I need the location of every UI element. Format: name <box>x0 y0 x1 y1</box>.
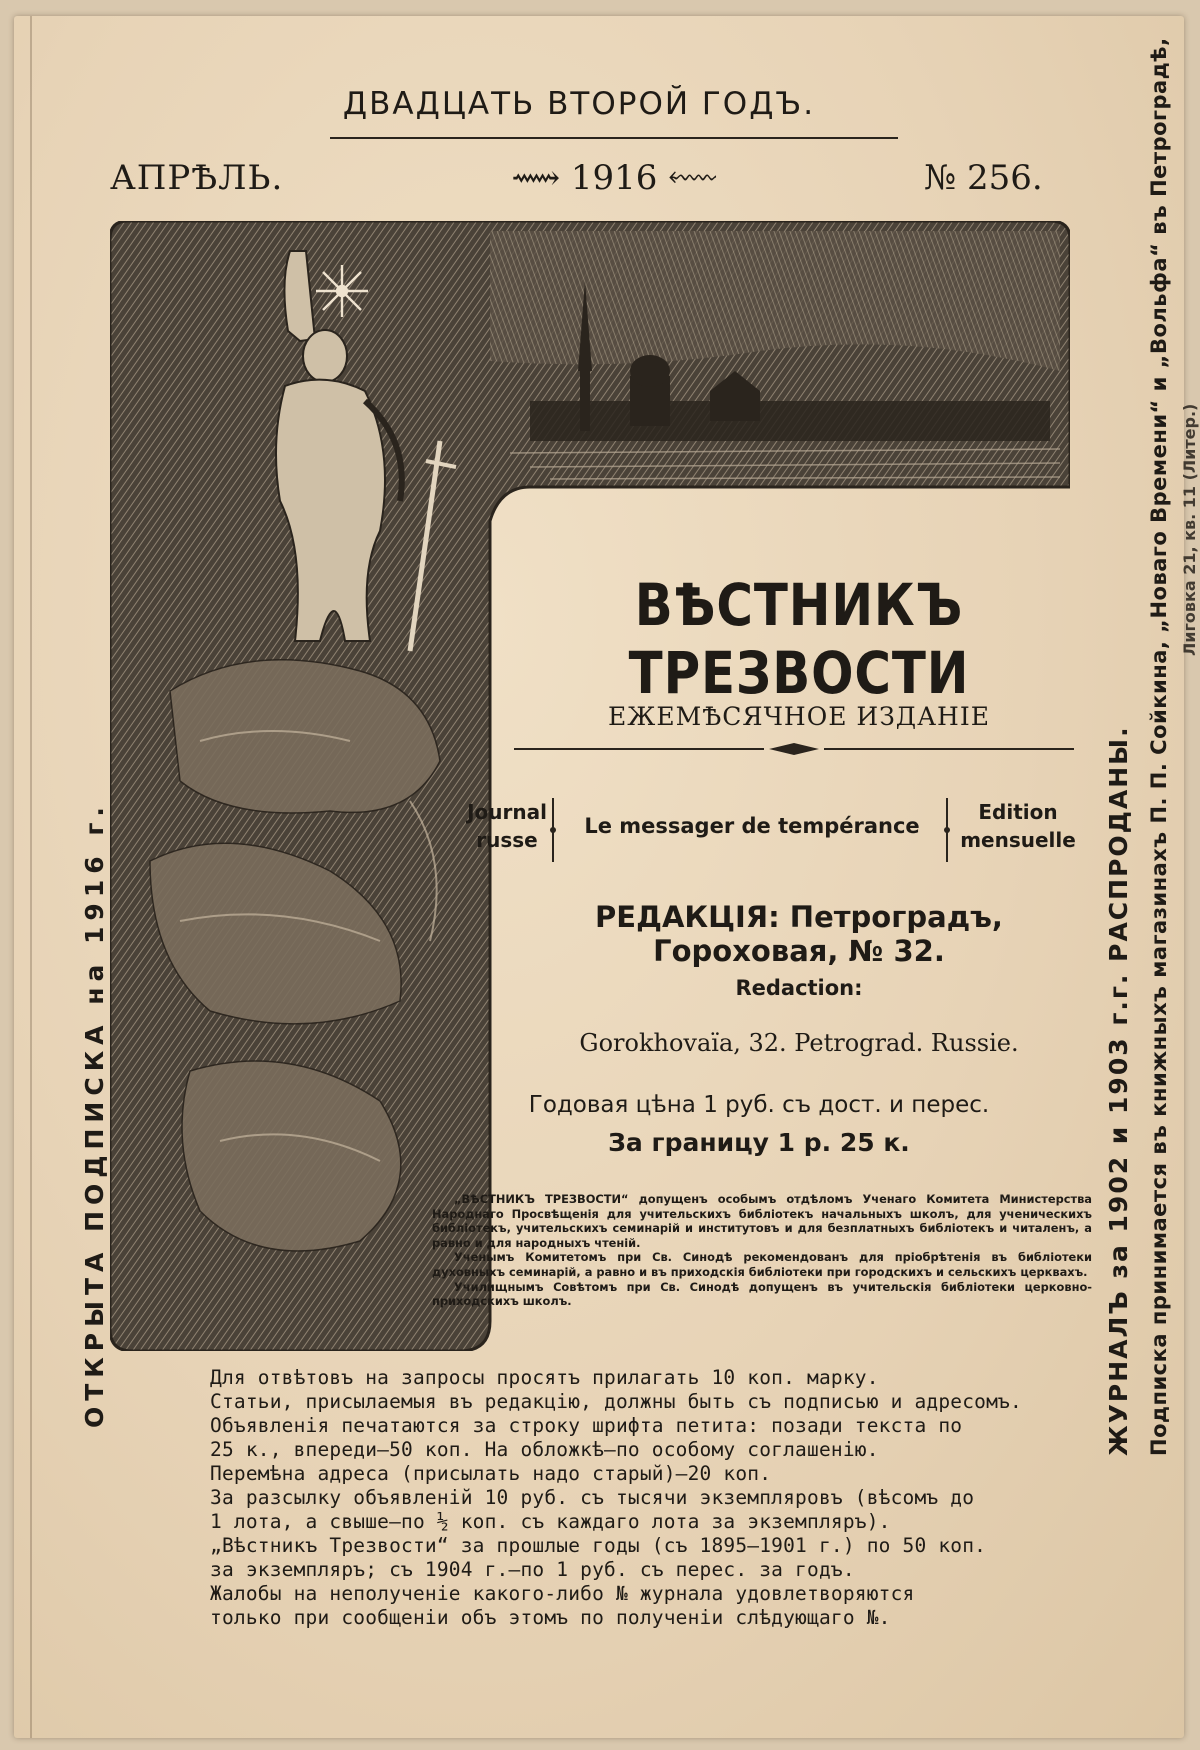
approval-notice <box>432 1192 1092 1309</box>
monthly-edition-subtitle: ЕЖЕМѢСЯЧНОЕ ИЗДАНІЕ <box>608 702 990 731</box>
ornamental-divider <box>514 742 1074 756</box>
note-line: „Вѣстникъ Трезвости“ за прошлые годы (съ 1895—1901 г.) по 50 коп. <box>210 1534 987 1557</box>
approval-paragraph: Ученымъ Комитетомъ при Св. Синодѣ рекомендованъ для пріобрѣтенія въ библіотеки духовныхъ семинарій, а равно и въ приходскія библіотеки при городскихъ и сельскихъ церквахъ. <box>432 1250 1092 1279</box>
note-line: Жалобы на неполученіе какого-либо № журнала удовлетворяются <box>210 1582 915 1605</box>
year-title: ДВАДЦАТЬ ВТОРОЙ ГОДЪ. <box>342 86 816 122</box>
note-line: только при сообщеніи объ этомъ по полученіи слѣдующаго №. <box>210 1606 891 1629</box>
issue-year-group <box>494 158 734 198</box>
journal-cover-page <box>14 16 1199 1738</box>
french-left-line-1: Journal <box>467 800 547 824</box>
divider-ornament-right <box>942 798 952 862</box>
note-line: 25 к., впереди—50 коп. На обложкѣ—по особому соглашенію. <box>210 1438 879 1461</box>
french-edition-mensuelle <box>956 798 1080 854</box>
french-right-line-1: Edition <box>978 800 1058 824</box>
editorial-address-fr: Gorokhovaïa, 32. Petrograd. Russie. <box>579 1029 1019 1057</box>
french-left-line-2: russe <box>476 828 538 852</box>
year-title-underline <box>330 137 898 139</box>
issue-year: 1916 <box>570 158 658 198</box>
approval-paragraph: „ВѢСТНИКЪ ТРЕЗВОСТИ“ допущенъ особымъ отдѣломъ Ученаго Комитета Министерства Народнаго Просвѣщенія для учительскихъ библіотекъ начальныхъ школъ, для ученическихъ библіотекъ, учительскихъ семинарій и институтовъ и для безплатныхъ библіотекъ и читаленъ, а равно и для народныхъ чтеній. <box>432 1192 1092 1250</box>
binding-edge <box>30 16 32 1738</box>
publication-notes <box>210 1366 1090 1630</box>
issue-number: № 256. <box>924 158 1043 198</box>
french-right-line-2: mensuelle <box>960 828 1076 852</box>
sold-out-notice-vertical: ЖУРНАЛЪ за 1902 и 1903 г.г. РАСПРОДАНЫ. <box>1104 725 1133 1456</box>
subscription-stores-vertical: Подписка принимается въ книжныхъ магазинахъ П. П. Сойкина, „Новаго Времени“ и „Вольфа“ въ Петроградѣ, <box>1147 37 1171 1456</box>
left-arrow-ornament-icon: ⟿ <box>511 158 571 198</box>
note-line: Статьи, присылаемыя въ редакцію, должны быть съ подписью и адресомъ. <box>210 1390 1022 1413</box>
editorial-address-ru: РЕДАКЦІЯ: Петроградъ, Гороховая, № 32. <box>595 900 1003 968</box>
french-messager-title: Le messager de tempérance <box>584 814 920 838</box>
note-line: Объявленія печатаются за строку шрифта петита: позади текста по <box>210 1414 963 1437</box>
radiant-star-icon <box>316 265 368 317</box>
abroad-price: За границу 1 р. 25 к. <box>608 1128 910 1157</box>
allegorical-engraving <box>110 221 1070 1351</box>
note-line: Для отвѣтовъ на запросы просятъ прилагать 10 коп. марку. <box>210 1366 879 1389</box>
magazine-title: ВѢСТНИКЪ ТРЕЗВОСТИ <box>628 571 970 707</box>
note-line: 1 лота, а свыше—по ½ коп. съ каждаго лота за экземпляръ). <box>210 1510 891 1533</box>
right-arrow-ornament-icon: ⬳ <box>657 158 717 198</box>
approval-paragraph: Училищнымъ Совѣтомъ при Св. Синодѣ допущенъ въ учительскія библіотеки церковно-приходскихъ школъ. <box>432 1279 1092 1309</box>
note-line: За разсылку объявленій 10 руб. съ тысячи экземпляровъ (вѣсомъ до <box>210 1486 975 1509</box>
redaction-label: Redaction: <box>735 976 863 1000</box>
divider-ornament-left <box>548 798 558 862</box>
subscription-open-vertical: ОТКРЫТА ПОДПИСКА на 1916 г. <box>80 801 109 1428</box>
french-journal-russe <box>466 798 548 854</box>
note-line: Перемѣна адреса (присылать надо старый)—20 коп. <box>210 1462 772 1485</box>
issue-month: АПРѢЛЬ. <box>110 158 284 198</box>
address-fragment-vertical: Лиговка 21, кв. 11 (Литер.) <box>1180 403 1199 656</box>
note-line: за экземпляръ; съ 1904 г.—по 1 руб. съ перес. за годъ. <box>210 1558 855 1581</box>
annual-price: Годовая цѣна 1 руб. съ дост. и перес. <box>528 1092 990 1118</box>
